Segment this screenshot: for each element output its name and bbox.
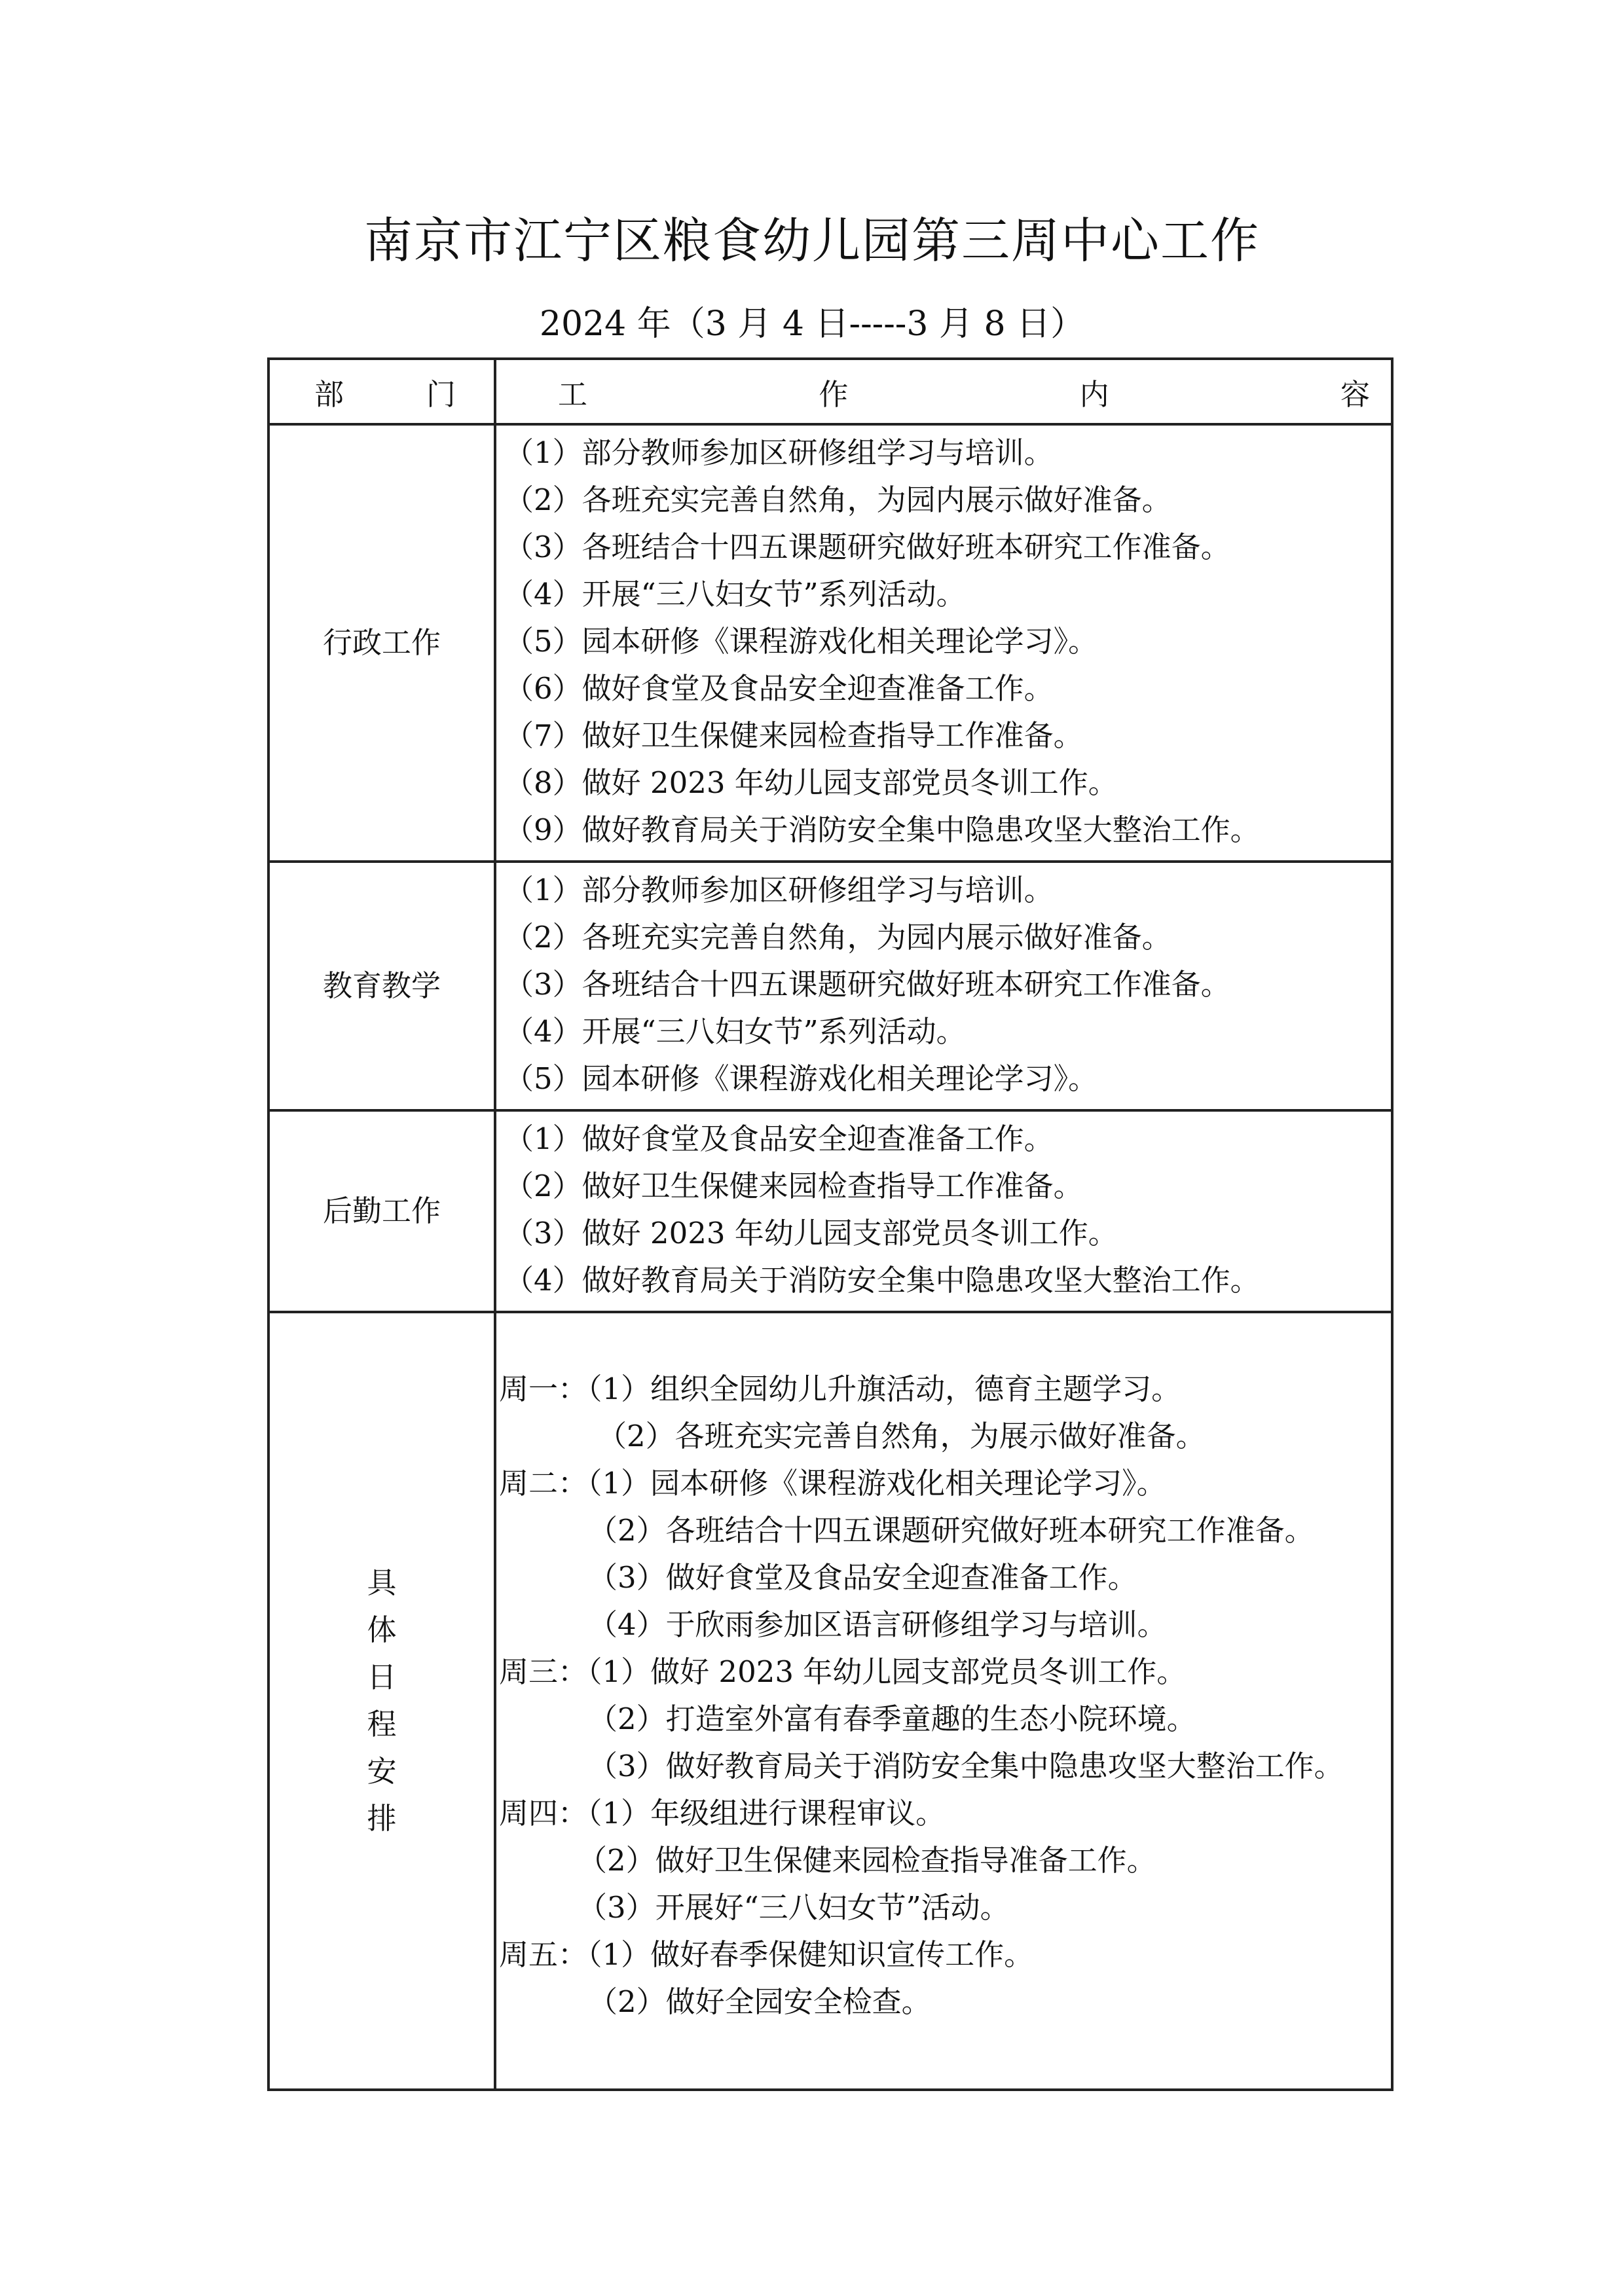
date-range: 2024 年（3 月 4 日-----3 月 8 日） [539, 304, 1085, 344]
dept-cell-schedule [268, 1312, 495, 2090]
schedule-line: （2）打造室外富有春季童趣的生态小院环境。 [588, 1702, 1196, 1736]
list-item: （4）开展“三八妇女节”系列活动。 [504, 577, 966, 611]
list-item: （9）做好教育局关于消防安全集中隐患攻坚大整治工作。 [504, 812, 1260, 847]
schedule-dept-label: 具体日程安排 [367, 1565, 397, 1836]
schedule-line: （2）各班充实完善自然角，为展示做好准备。 [597, 1419, 1206, 1453]
dept-header-char: 部 [314, 376, 344, 412]
schedule-line: 周四：（1）年级组进行课程审议。 [499, 1796, 946, 1831]
list-item: （3）各班结合十四五课题研究做好班本研究工作准备。 [504, 967, 1230, 1002]
list-item: （2）各班充实完善自然角，为园内展示做好准备。 [504, 920, 1172, 955]
content-cell-education [495, 862, 1392, 1110]
work-table [267, 357, 1393, 2091]
content-cell-schedule [495, 1312, 1392, 2090]
document-title: 南京市江宁区粮食幼儿园第三周中心工作 [364, 213, 1260, 269]
schedule-line: （3）做好食堂及食品安全迎查准备工作。 [588, 1560, 1137, 1595]
table-header-row [268, 359, 1392, 424]
content-header-char: 作 [819, 376, 849, 412]
table-row-admin [268, 424, 1392, 862]
list-item: （6）做好食堂及食品安全迎查准备工作。 [504, 671, 1054, 706]
content-header-char: 内 [1079, 376, 1109, 412]
schedule-line: （2）做好卫生保健来园检查指导准备工作。 [578, 1843, 1156, 1878]
content-cell-logistics [495, 1110, 1392, 1312]
table-row-schedule [268, 1312, 1392, 2090]
list-item: （4）开展“三八妇女节”系列活动。 [504, 1014, 966, 1049]
schedule-line: （2）各班结合十四五课题研究做好班本研究工作准备。 [588, 1513, 1314, 1548]
dept-header-cell [268, 359, 495, 424]
list-item: （4）做好教育局关于消防安全集中隐患攻坚大整治工作。 [504, 1263, 1260, 1298]
table-row-logistics [268, 1110, 1392, 1312]
schedule-line: （4）于欣雨参加区语言研修组学习与培训。 [588, 1607, 1167, 1642]
dept-cell-education: 教育教学 [268, 862, 495, 1110]
schedule-line: 周三：（1）做好 2023 年幼儿园支部党员冬训工作。 [499, 1654, 1187, 1689]
list-item: （5）园本研修《课程游戏化相关理论学习》。 [504, 624, 1098, 659]
schedule-line: （2）做好全园安全检查。 [588, 1984, 931, 2019]
list-item: （7）做好卫生保健来园检查指导工作准备。 [504, 718, 1083, 753]
table-row-education [268, 862, 1392, 1110]
list-item: （5）园本研修《课程游戏化相关理论学习》。 [504, 1061, 1098, 1096]
schedule-line: 周五：（1）做好春季保健知识宣传工作。 [499, 1937, 1034, 1972]
list-item: （1）做好食堂及食品安全迎查准备工作。 [504, 1121, 1054, 1156]
content-cell-admin [495, 424, 1392, 862]
list-item: （2）做好卫生保健来园检查指导工作准备。 [504, 1169, 1083, 1203]
content-header-char: 容 [1340, 376, 1370, 412]
schedule-line: 周一：（1）组织全园幼儿升旗活动，德育主题学习。 [499, 1372, 1181, 1406]
dept-cell-logistics: 后勤工作 [268, 1110, 495, 1312]
list-item: （2）各班充实完善自然角，为园内展示做好准备。 [504, 483, 1172, 517]
schedule-line: 周二：（1）园本研修《课程游戏化相关理论学习》。 [499, 1466, 1166, 1501]
content-header-cell [495, 359, 1392, 424]
list-item: （3）做好 2023 年幼儿园支部党员冬训工作。 [504, 1216, 1118, 1250]
list-item: （1）部分教师参加区研修组学习与培训。 [504, 873, 1054, 907]
list-item: （8）做好 2023 年幼儿园支部党员冬训工作。 [504, 765, 1118, 800]
list-item: （1）部分教师参加区研修组学习与培训。 [504, 435, 1054, 470]
schedule-line: （3）做好教育局关于消防安全集中隐患攻坚大整治工作。 [588, 1749, 1344, 1783]
content-header-char: 工 [558, 376, 588, 412]
dept-header-char: 门 [426, 376, 456, 412]
dept-cell-admin: 行政工作 [268, 424, 495, 862]
schedule-line: （3）开展好“三八妇女节”活动。 [578, 1890, 1010, 1925]
list-item: （3）各班结合十四五课题研究做好班本研究工作准备。 [504, 530, 1230, 564]
